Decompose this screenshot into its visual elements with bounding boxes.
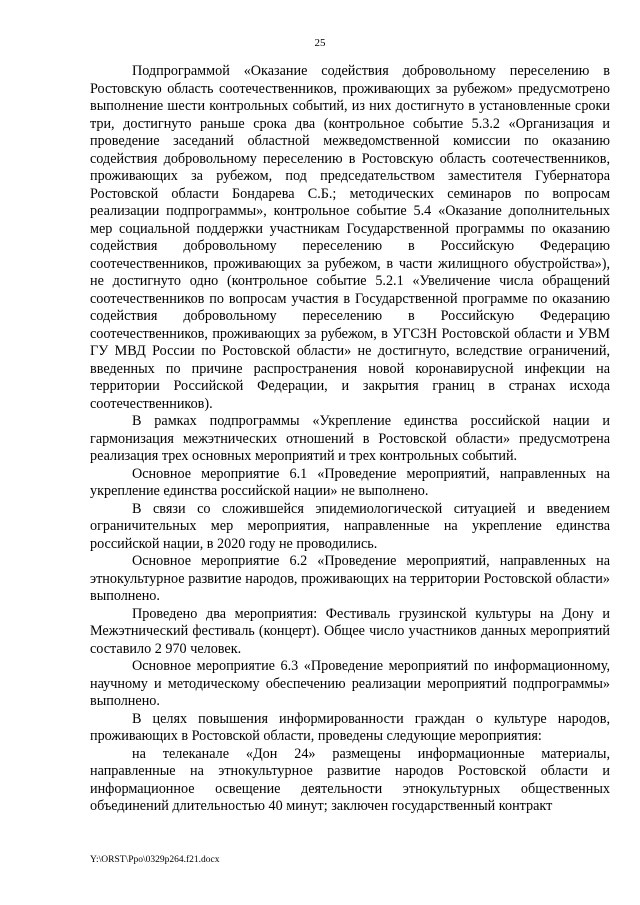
paragraph-subprogram-5-summary: Подпрограммой «Оказание содействия добровольному переселению в Ростовскую область соотечественников, проживающих за рубежом» предусмотрено выполнение шести контрольных событий, из них достигнуто в установленные сроки три, достигнуто раньше срока два (контрольное событие 5.3.2 «Организация и проведение заседаний областной межведомственной комиссии по оказанию содействия добровольному переселению в Ростовскую область соотечественников, проживающих за рубежом, под председательством заместителя Губернатора Ростовской области Бондарева С.Б.; методических семинаров по вопросам реализации подпрограммы», контрольное событие 5.4 «Оказание дополнительных мер социальной поддержки участникам Государственной программы по оказанию содействия добровольному переселению в Российскую Федерацию соотечественников, проживающих за рубежом, в части жилищного обустройства»), не достигнуто одно (контрольное событие 5.2.1 «Увеличение числа обращений соотечественников по вопросам участия в Государственной программе по оказанию содействия добровольному переселению в Российскую Федерацию соотечественников, проживающих за рубежом, в УГСЗН Ростовской области и УВМ ГУ МВД России по Ростовской области» не достигнуто, вследствие ограничений, введенных по причине распространения новой коронавирусной инфекции на территории Российской Федерации, и закрытия границ в странах исхода соотечественников). — [90, 63, 610, 412]
paragraph-measure-6-1: Основное мероприятие 6.1 «Проведение мероприятий, направленных на укрепление единства российской нации» не выполнено. — [90, 465, 610, 499]
file-path-footer: Y:\ORST\Ppo\0329p264.f21.docx — [90, 855, 220, 865]
paragraph-tv-channel: на телеканале «Дон 24» размещены информационные материалы, направленные на этнокультурное развитие народов Ростовской области и информационное освещение деятельности этнокультурных общественных объединений длительностью 40 минут; заключен государственный контракт — [90, 745, 610, 814]
paragraph-measure-6-2-details: Проведено два мероприятия: Фестиваль грузинской культуры на Дону и Межэтнический фестиваль (концерт). Общее число участников данных мероприятий составило 2 970 человек. — [90, 605, 610, 657]
paragraph-measure-6-3: Основное мероприятие 6.3 «Проведение мероприятий по информационному, научному и методическому обеспечению реализации мероприятий подпрограммы» выполнено. — [90, 658, 610, 709]
paragraph-measure-6-1-reason: В связи со сложившейся эпидемиологической ситуацией и введением ограничительных мер мероприятия, направленные на укрепление единства российской нации, в 2020 году не проводились. — [90, 500, 610, 552]
paragraph-awareness-intro: В целях повышения информированности граждан о культуре народов, проживающих в Ростовской области, проведены следующие мероприятия: — [90, 710, 610, 744]
paragraph-measure-6-2: Основное мероприятие 6.2 «Проведение мероприятий, направленных на этнокультурное развитие народов, проживающих на территории Ростовской области» выполнено. — [90, 553, 610, 604]
paragraph-subprogram-6-intro: В рамках подпрограммы «Укрепление единства российской нации и гармонизация межэтнических отношений в Ростовской области» предусмотрена реализация трех основных мероприятий и трех контрольных событий. — [90, 413, 610, 464]
document-body — [90, 63, 610, 816]
page-number: 25 — [314, 37, 326, 49]
